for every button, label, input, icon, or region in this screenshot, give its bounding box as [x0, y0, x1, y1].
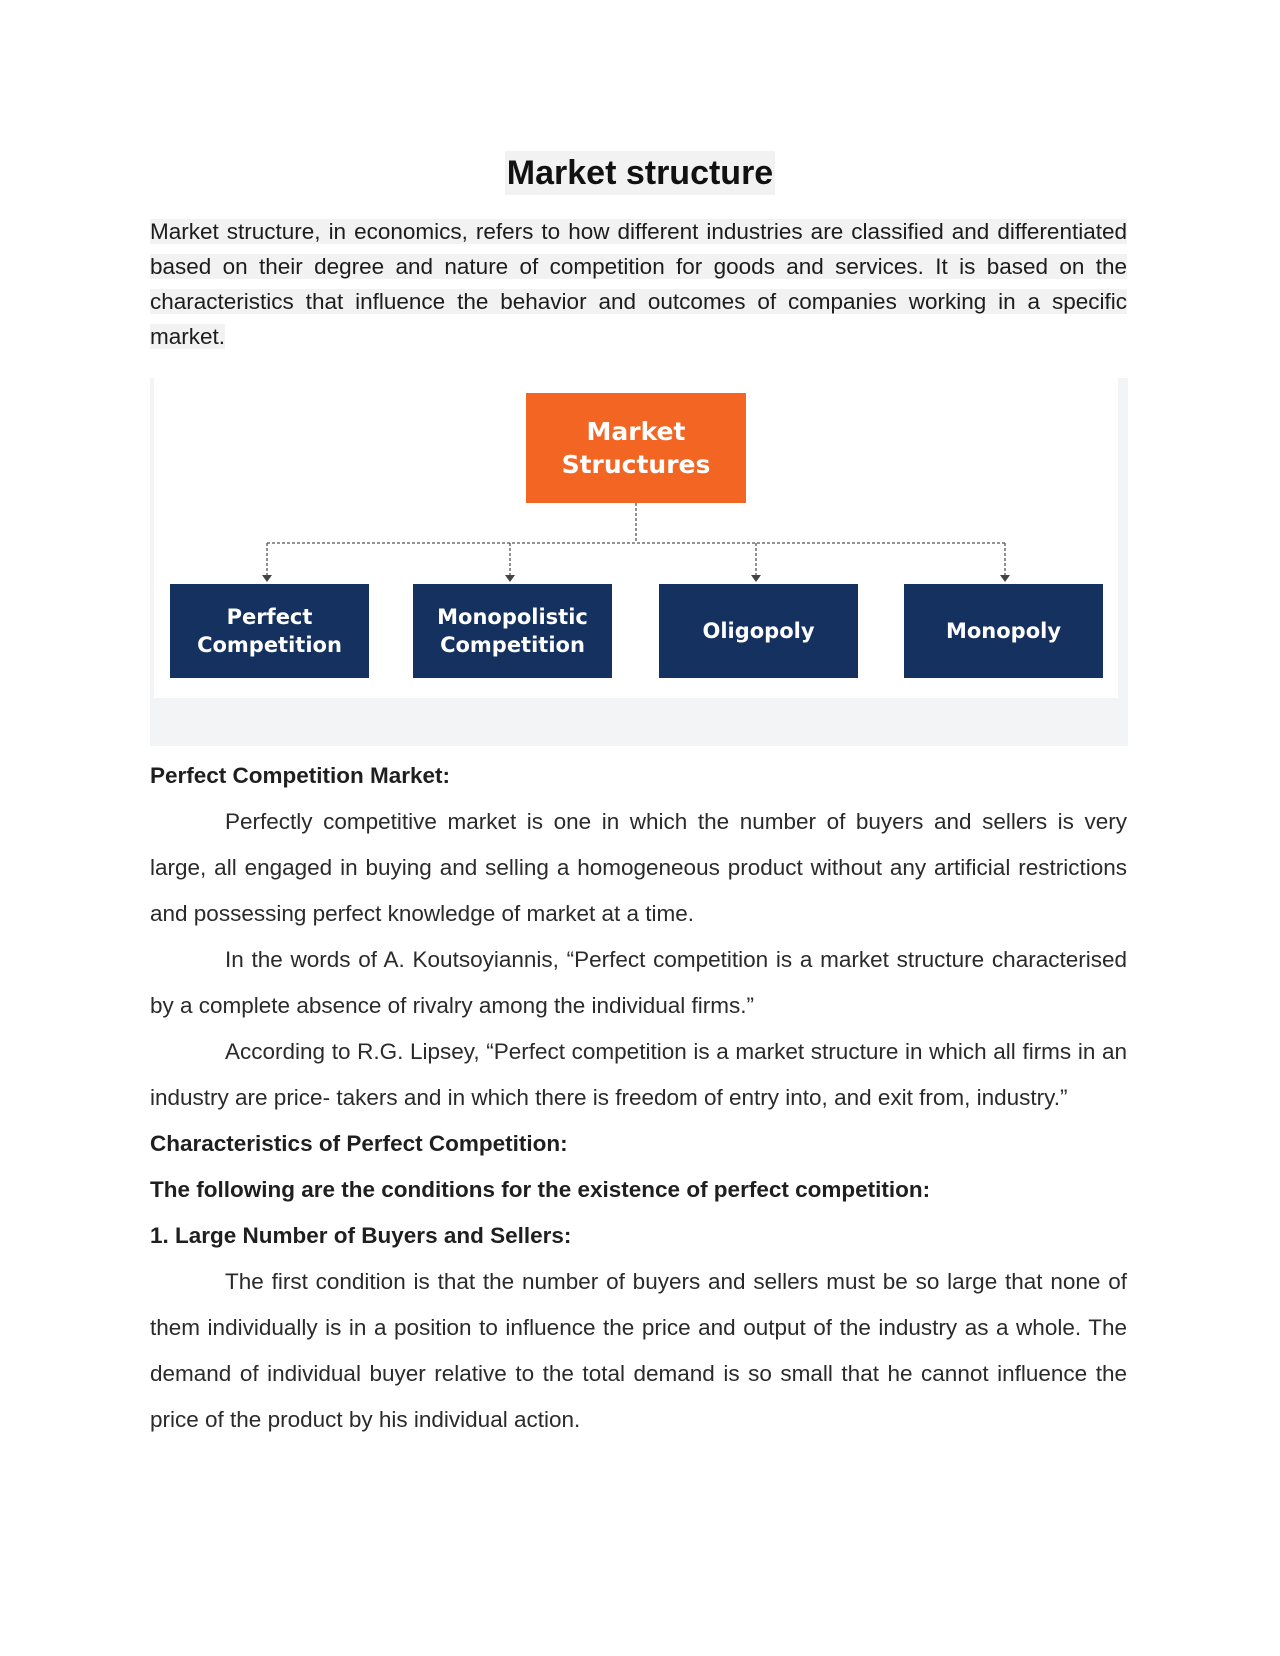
paragraph-large-number: The first condition is that the number of buyers and sellers must be so large that none of them individually is in a position to influence the price and output of the industry as a whole. The demand of individual buyer relative to the total demand is so small that he cannot influence the price of the product by his individual action.	[150, 1269, 1127, 1432]
paragraph-koutsoyiannis-quote: In the words of A. Koutsoyiannis, “Perfect competition is a market structure characterised by a complete absence of rivalry among the individual firms.”	[150, 947, 1127, 1018]
paragraph-definition: Perfectly competitive market is one in which the number of buyers and sellers is very large, all engaged in buying and selling a homogeneous product without any artificial restrictions and possessing perfect knowledge of market at a time.	[150, 809, 1127, 926]
arrowhead-perfect	[262, 575, 272, 582]
section-heading-characteristics: Characteristics of Perfect Competition:	[150, 1131, 568, 1156]
intro-text: Market structure, in economics, refers to how different industries are classified and differentiated based on their degree and nature of competition for goods and services. It is based on the characteristics that influence the behavior and outcomes of companies working in a specific market.	[150, 219, 1127, 349]
node-monopolistic-competition: Monopolistic Competition	[413, 584, 612, 678]
point-heading-large-number: 1. Large Number of Buyers and Sellers:	[150, 1223, 572, 1248]
node-monopoly: Monopoly	[904, 584, 1103, 678]
document-body	[150, 753, 1127, 1443]
paragraph-lipsey-quote: According to R.G. Lipsey, “Perfect competition is a market structure in which all firms in an industry are price- takers and in which there is freedom of entry into, and exit from, industry.”	[150, 1039, 1127, 1110]
market-structures-diagram	[150, 378, 1128, 746]
node-perfect-competition: Perfect Competition	[170, 584, 369, 678]
title-container	[0, 151, 1280, 195]
section-heading-conditions: The following are the conditions for the existence of perfect competition:	[150, 1177, 931, 1202]
node-oligopoly: Oligopoly	[659, 584, 858, 678]
arrowhead-oligopoly	[751, 575, 761, 582]
section-heading-perfect-competition: Perfect Competition Market:	[150, 763, 451, 788]
diagram-canvas	[154, 378, 1118, 698]
root-node-market-structures: Market Structures	[526, 393, 746, 503]
arrowhead-monopoly	[1000, 575, 1010, 582]
page-title: Market structure	[505, 151, 775, 195]
arrowhead-monopolistic	[505, 575, 515, 582]
intro-paragraph	[150, 214, 1127, 354]
